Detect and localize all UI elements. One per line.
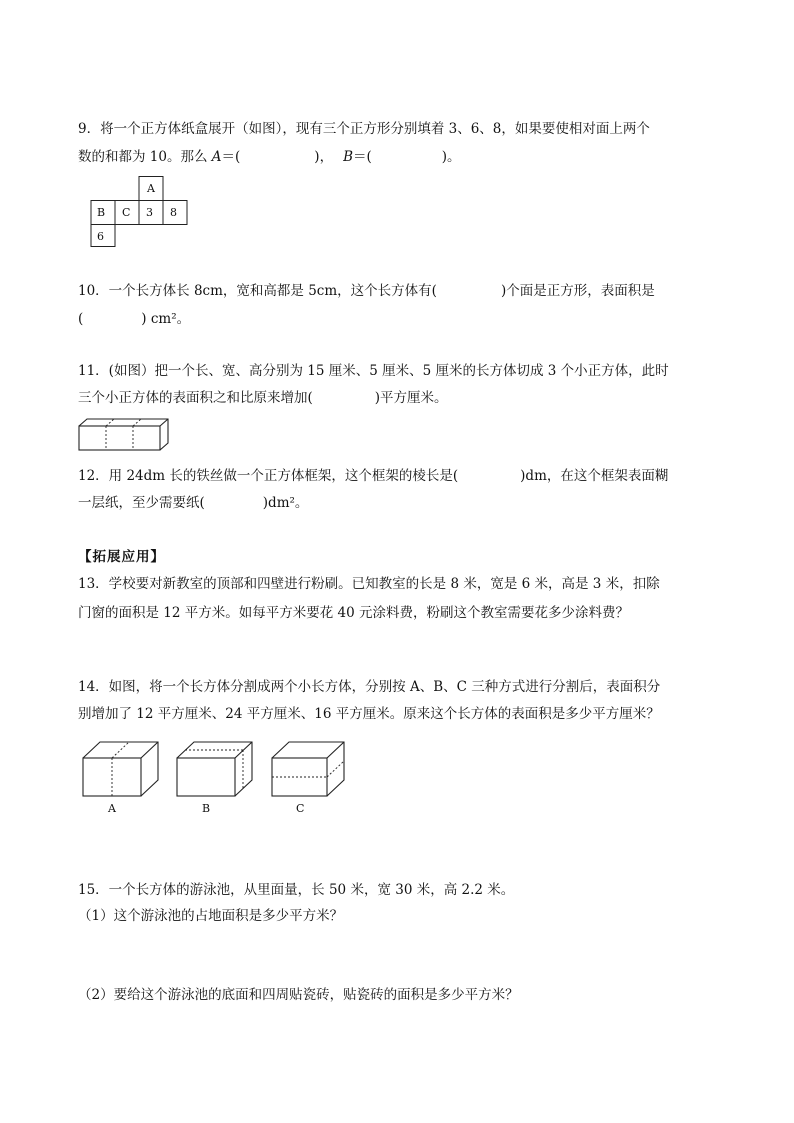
q13-text-line2: 门窗的面积是 12 平方米。如每平方米要花 40 元涂料费，粉刷这个教室需要花多少涂料费？	[78, 605, 630, 621]
q12-line1-suffix: )dm，在这个框架表面糊	[520, 468, 669, 484]
cuboid-three-cubes-figure	[78, 418, 170, 452]
q9-text-line2	[78, 147, 461, 167]
q10-text-line1	[78, 281, 655, 301]
q9-var-a: A	[211, 149, 222, 165]
net-label-3: 3	[146, 206, 153, 219]
q9-var-b: B	[343, 149, 353, 165]
cuboid-figure-a	[83, 742, 158, 796]
q10-line1-prefix: 10．一个长方体长 8cm，宽和高都是 5cm，这个长方体有(	[78, 283, 437, 299]
net-label-c: C	[122, 206, 131, 219]
q10-line1-suffix: )个面是正方形，表面积是	[500, 283, 655, 299]
q11-text-line2	[78, 388, 448, 408]
q9-line2-prefix: 数的和都为 10。那么	[78, 149, 212, 165]
q15-sub2: （2）要给这个游泳池的底面和四周贴瓷砖，贴瓷砖的面积是多少平方米？	[78, 987, 519, 1003]
q11-text-line1: 11．(如图）把一个长、宽、高分别为 15 厘米、5 厘米、5 厘米的长方体切成 3 个小正方体，此时	[78, 363, 669, 379]
q11-line2-prefix: 三个小正方体的表面积之和比原来增加(	[78, 390, 313, 406]
q15-text-line1: 15．一个长方体的游泳池，从里面量，长 50 米，宽 30 米，高 2.2 米。	[78, 882, 515, 898]
q10-line2-prefix: (	[78, 311, 84, 327]
figure-label-a: A	[108, 802, 116, 815]
q10-text-line2	[78, 309, 190, 329]
q13-text-line1: 13．学校要对新教室的顶部和四壁进行粉刷。已知教室的长是 8 米，宽是 6 米，高是 3 米，扣除	[78, 576, 660, 592]
q12-line2-suffix: )dm²。	[262, 495, 309, 511]
net-label-a: A	[147, 182, 155, 195]
q15-sub1: （1）这个游泳池的占地面积是多少平方米？	[78, 908, 344, 924]
q14-text-line2: 别增加了 12 平方厘米、24 平方厘米、16 平方厘米。原来这个长方体的表面积是多少平方厘米？	[78, 706, 660, 722]
cuboid-split-figures	[80, 740, 360, 818]
q9-eq-a: ＝(	[221, 149, 241, 165]
q11-line2-suffix: )平方厘米。	[374, 390, 448, 406]
q10-line2-suffix: ) cm²。	[141, 311, 191, 327]
figure-label-b: B	[202, 802, 211, 815]
q12-line1-prefix: 12．用 24dm 长的铁丝做一个正方体框架，这个框架的棱长是(	[78, 468, 459, 484]
cuboid-figure-c	[272, 742, 344, 796]
net-label-8: 8	[170, 206, 177, 219]
q9-eq-b: ＝(	[353, 149, 372, 165]
q9-close-b: )。	[441, 149, 461, 165]
net-label-b: B	[97, 206, 106, 219]
q12-text-line2	[78, 493, 308, 513]
q12-text-line1	[78, 466, 668, 486]
q9-text-line1: 9．将一个正方体纸盒展开（如图），现有三个正方形分别填着 3、6、8，如果要使相对面上两个	[78, 121, 650, 137]
q14-text-line1: 14．如图，将一个长方体分割成两个小长方体，分别按 A、B、C 三种方式进行分割后，表面积分	[78, 679, 661, 695]
cube-net-figure	[89, 176, 191, 248]
net-label-6: 6	[97, 230, 104, 243]
q12-line2-prefix: 一层纸，至少需要纸(	[78, 495, 205, 511]
figure-label-c: C	[296, 802, 305, 815]
q9-close-a: )，	[314, 149, 334, 165]
section-heading: 【拓展应用】	[78, 549, 165, 565]
